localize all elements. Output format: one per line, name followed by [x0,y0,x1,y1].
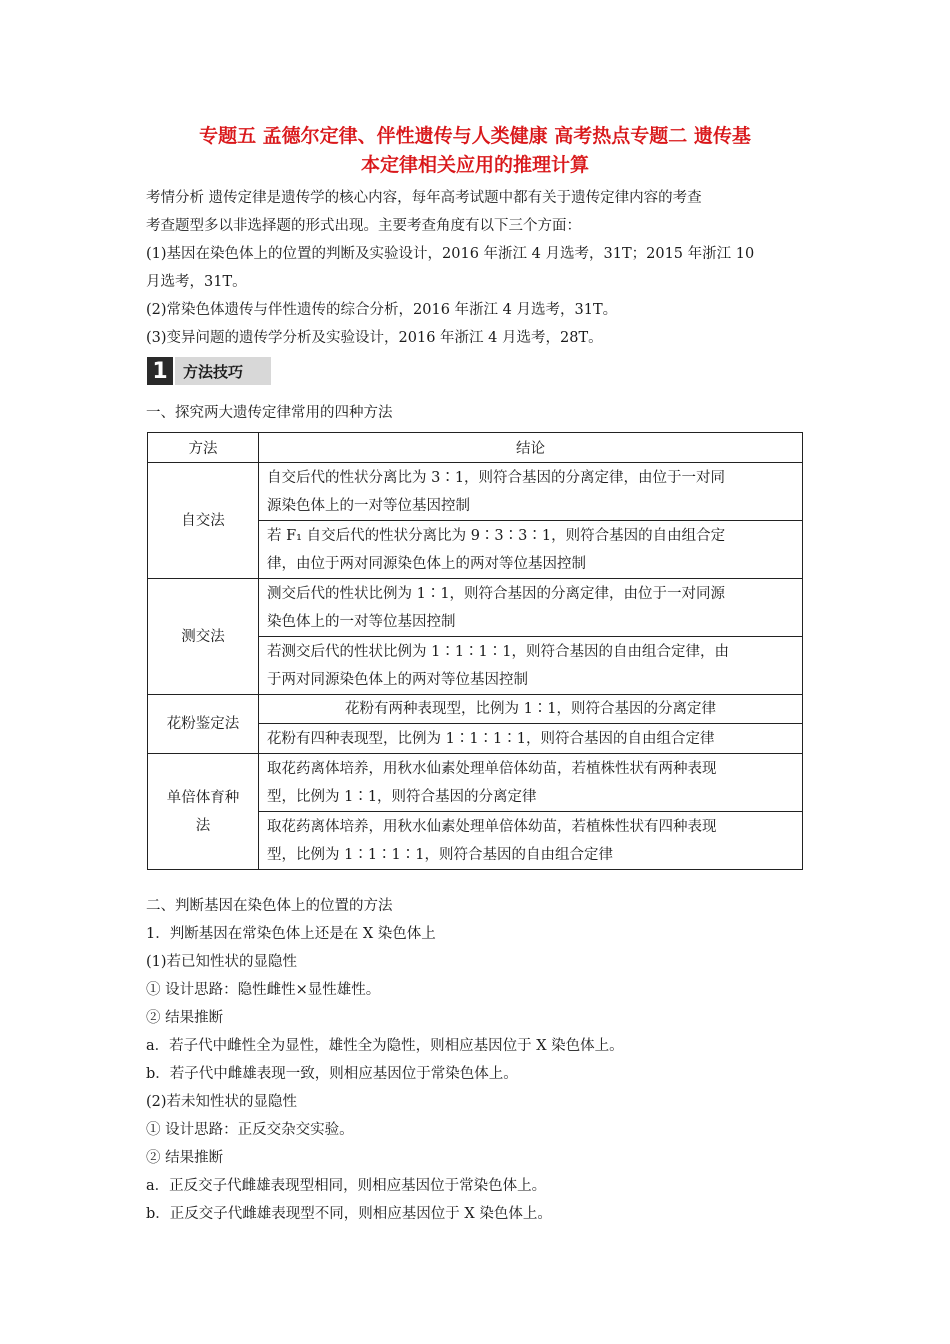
conclusion-line: 花粉有四种表现型，比例为 1∶1∶1∶1，则符合基因的自由组合定律 [267,730,715,747]
conclusion-cell [259,579,803,637]
methods-table [147,432,803,870]
case1-design: ① 设计思路：隐性雌性×显性雄性。 [146,982,381,998]
case2-title: (2)若未知性状的显隐性 [146,1094,298,1110]
conclusion-line: 自交后代的性状分离比为 3∶1，则符合基因的分离定律，由位于一对同 [267,469,726,486]
section-badge [147,357,271,385]
intro-item-2: (2)常染色体遗传与伴性遗传的综合分析，2016 年浙江 4 月选考，31T。 [146,302,618,318]
method-cell-testcross: 测交法 [148,579,259,695]
conclusion-line: 取花药离体培养，用秋水仙素处理单倍体幼苗，若植株性状有两种表现 [267,760,717,777]
conclusion-cell [259,724,803,754]
intro-line-1: 考情分析 遗传定律是遗传学的核心内容，每年高考试题中都有关于遗传定律内容的考查 [146,190,702,206]
part2-heading: 二、判断基因在染色体上的位置的方法 [146,898,393,914]
table-row [148,754,803,812]
case2-design: ① 设计思路：正反交杂交实验。 [146,1122,354,1138]
intro-item-1-line-2: 月选考，31T。 [146,274,247,290]
method-cell-haploid [148,754,259,870]
conclusion-line: 型，比例为 1∶1∶1∶1，则符合基因的自由组合定律 [267,846,614,863]
method-label-line: 法 [195,817,211,834]
table-row [148,579,803,637]
case1-title: (1)若已知性状的显隐性 [146,954,298,970]
conclusion-line: 染色体上的一对等位基因控制 [267,613,456,630]
case1-a: a．若子代中雌性全为显性，雄性全为隐性，则相应基因位于 X 染色体上。 [146,1038,624,1054]
conclusion-line: 花粉有两种表现型，比例为 1∶1，则符合基因的分离定律 [344,701,717,717]
intro-item-1-line-1: (1)基因在染色体上的位置的判断及实验设计，2016 年浙江 4 月选考，31T；2015 年浙江 10 [146,246,755,262]
conclusion-cell [259,637,803,695]
conclusion-line: 若 F₁ 自交后代的性状分离比为 9∶3∶3∶1，则符合基因的自由组合定 [267,527,726,544]
table-header-conclusion: 结论 [259,433,803,463]
case2-result: ② 结果推断 [146,1150,224,1166]
case1-b: b．若子代中雌雄表现一致，则相应基因位于常染色体上。 [146,1066,518,1082]
intro-line-2: 考查题型多以非选择题的形式出现。主要考查角度有以下三个方面： [146,218,581,234]
conclusion-cell [259,463,803,521]
case1-result: ② 结果推断 [146,1010,224,1026]
title-line-1: 专题五 孟德尔定律、伴性遗传与人类健康 高考热点专题二 遗传基 [199,125,751,147]
method-label-line: 单倍体育种 [166,789,240,806]
conclusion-line: 型，比例为 1∶1，则符合基因的分离定律 [267,788,537,805]
title-line-2: 本定律相关应用的推理计算 [360,154,589,176]
conclusion-cell [259,812,803,870]
case2-a: a．正反交子代雌雄表现型相同，则相应基因位于常染色体上。 [146,1178,547,1194]
method-cell-selfing: 自交法 [148,463,259,579]
part2-sub-1: 1．判断基因在常染色体上还是在 X 染色体上 [146,926,436,942]
conclusion-line: 于两对同源染色体上的两对等位基因控制 [267,671,528,688]
method-cell-pollen: 花粉鉴定法 [148,695,259,754]
conclusion-cell [259,521,803,579]
conclusion-line: 律，由位于两对同源染色体上的两对等位基因控制 [267,555,586,572]
table-row [148,463,803,521]
conclusion-line: 若测交后代的性状比例为 1∶1∶1∶1，则符合基因的自由组合定律，由 [267,643,730,660]
conclusion-line: 取花药离体培养，用秋水仙素处理单倍体幼苗，若植株性状有四种表现 [267,818,717,835]
part1-heading: 一、探究两大遗传定律常用的四种方法 [146,405,393,421]
conclusion-cell [259,695,803,724]
case2-b: b．正反交子代雌雄表现型不同，则相应基因位于 X 染色体上。 [146,1206,552,1222]
table-header-row [148,433,803,463]
conclusion-line: 测交后代的性状比例为 1∶1，则符合基因的分离定律，由位于一对同源 [267,585,726,602]
section-badge-label: 方法技巧 [175,357,271,385]
intro-item-3: (3)变异问题的遗传学分析及实验设计，2016 年浙江 4 月选考，28T。 [146,330,603,346]
conclusion-line: 源染色体上的一对等位基因控制 [267,497,470,514]
conclusion-cell [259,754,803,812]
page-title [100,122,850,180]
table-row [148,695,803,724]
section-badge-number: 1 [147,357,173,385]
table-header-method: 方法 [148,433,259,463]
